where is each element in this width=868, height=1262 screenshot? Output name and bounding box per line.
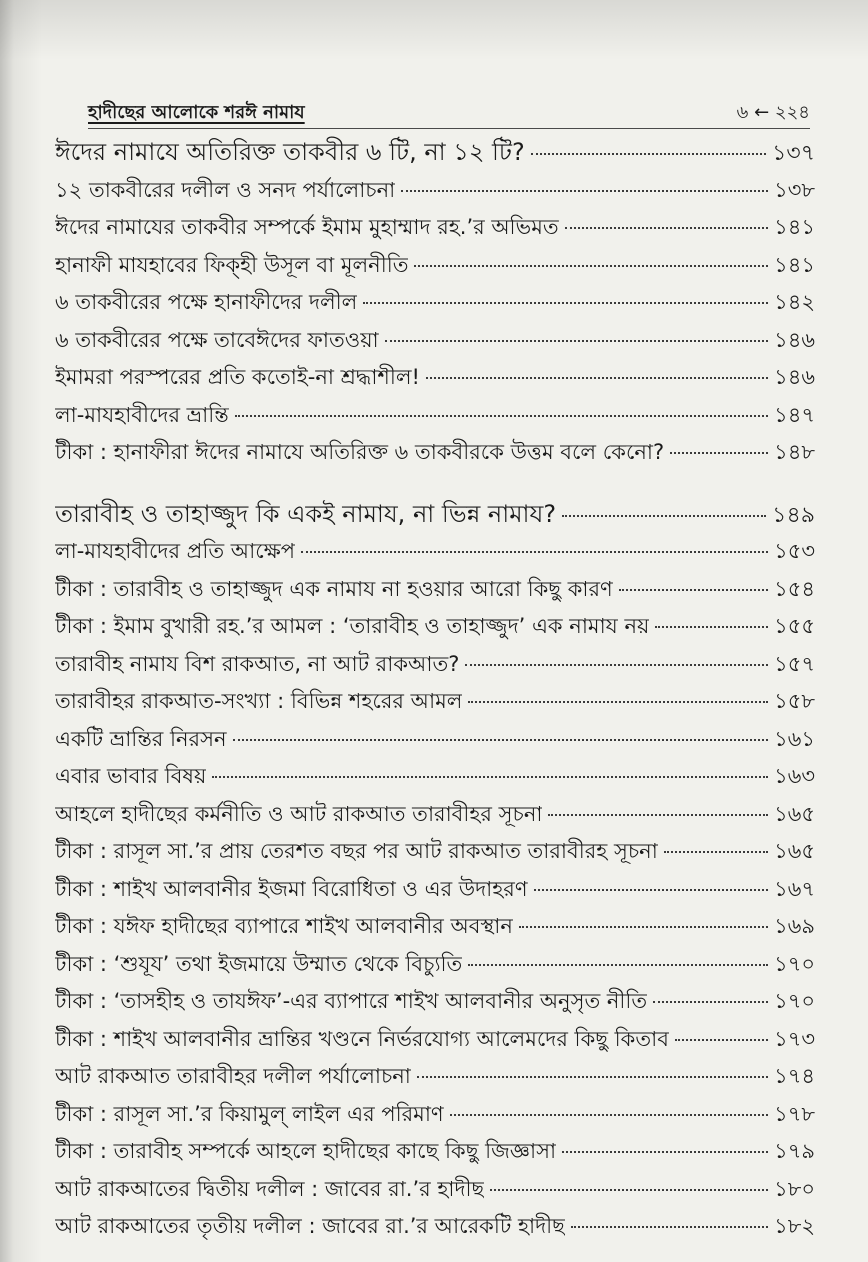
toc-entry <box>55 322 815 360</box>
toc-entry <box>55 434 815 472</box>
toc-entry-page: ১৫৮ <box>774 689 815 713</box>
toc-entry-title: ঈদের নামাযের তাকবীর সম্পর্কে ইমাম মুহাম্মাদ রহ.’র অভিমত <box>55 215 559 239</box>
toc-entry-title: টীকা : রাসূল সা.’র প্রায় তেরশত বছর পর আট রাকআত তারাবীরহ সূচনা <box>55 839 658 863</box>
toc-entry-page: ১৩৭ <box>772 141 815 166</box>
leader-dots <box>534 889 769 891</box>
toc-entry <box>55 758 815 796</box>
toc-entry <box>55 796 815 834</box>
leader-dots <box>664 851 768 853</box>
toc-entry <box>55 721 815 759</box>
toc-entry <box>55 1171 815 1209</box>
toc-entry-page: ১৭৯ <box>774 1139 815 1163</box>
leader-dots <box>426 377 768 379</box>
toc-entry <box>55 1208 815 1246</box>
leader-dots <box>468 701 768 703</box>
toc-entry <box>55 683 815 721</box>
toc-entry-page: ১৮০ <box>774 1176 815 1201</box>
toc-entry-title: টীকা : শাইখ আলবানীর ভ্রান্তির খণ্ডনে নির্ভরযোগ্য আলেমদের কিছু কিতাব <box>55 1026 669 1051</box>
toc-entry-title: টীকা : হানাফীরা ঈদের নামাযে অতিরিক্ত ৬ তাকবীরকে উত্তম বলে কেনো? <box>55 440 665 464</box>
toc-entry <box>55 608 815 646</box>
toc-entry-page: ১৫৭ <box>774 651 815 676</box>
running-title: হাদীছের আলোকে শরঈ নামায <box>88 102 305 123</box>
leader-dots <box>465 664 768 666</box>
toc-entry-page: ১৬১ <box>774 726 815 751</box>
toc-entry <box>55 209 815 247</box>
running-header <box>88 98 810 129</box>
toc-entry-title: লা-মাযহাবীদের ভ্রান্তি <box>55 402 229 427</box>
toc-entry-title: টীকা : ‘শুযূয’ তথা ইজমায়ে উম্মাত থেকে বিচ্যুতি <box>55 951 463 976</box>
toc-entry-page: ১৪৭ <box>774 402 815 427</box>
toc-entry-page: ১৪৬ <box>774 365 815 389</box>
toc-entry-title: তারাবীহর রাকআত-সংখ্যা : বিভিন্ন শহরের আমল <box>55 689 463 713</box>
toc-section-heading <box>55 496 815 534</box>
leader-dots <box>468 964 768 966</box>
toc-entry <box>55 172 815 210</box>
toc-entry-title: ১২ তাকবীরের দলীল ও সনদ পর্যালোচনা <box>55 177 396 202</box>
leader-dots <box>414 265 768 267</box>
toc-entry-page: ১৩৮ <box>774 177 815 202</box>
running-page-ref: ৬ ← ২২৪ <box>736 102 810 123</box>
toc-entry-page: ১৪২ <box>774 290 815 314</box>
toc-entry-page: ১৬৯ <box>774 914 815 938</box>
leader-dots <box>548 814 768 816</box>
leader-dots <box>450 1114 768 1116</box>
leader-dots <box>235 415 768 417</box>
toc-entry-page: ১৫৫ <box>774 614 815 638</box>
toc-entry <box>55 871 815 909</box>
leader-dots <box>363 302 768 304</box>
leader-dots <box>490 1189 768 1191</box>
toc-entry-title: আট রাকআতের তৃতীয় দলীল : জাবের রা.’র আরেকটি হাদীছ <box>55 1214 565 1238</box>
toc-entry-page: ১৭৪ <box>774 1064 815 1088</box>
toc-entry-title: ইমামরা পরস্পরের প্রতি কতোই-না শ্রদ্ধাশীল! <box>55 365 420 389</box>
toc-entry <box>55 946 815 984</box>
toc-entry-title: টীকা : রাসূল সা.’র কিয়ামুল্ লাইল এর পরিমাণ <box>55 1101 444 1126</box>
toc-entry <box>55 1058 815 1096</box>
toc-entry <box>55 833 815 871</box>
leader-dots <box>301 551 768 553</box>
toc-entry-page: ১৭০ <box>774 989 815 1013</box>
toc-entry-title: টীকা : ‘তাসহীহ ও তাযঈফ’-এর ব্যাপারে শাইখ আলবানীর অনুসৃত নীতি <box>55 989 648 1013</box>
toc-entry <box>55 359 815 397</box>
toc-entry-title: টীকা : শাইখ আলবানীর ইজমা বিরোধিতা ও এর উদাহরণ <box>55 876 528 901</box>
leader-dots <box>655 626 768 628</box>
toc-entry <box>55 908 815 946</box>
toc-entry <box>55 1021 815 1059</box>
toc-entry <box>55 983 815 1021</box>
toc-entry-title: তারাবীহ নামায বিশ রাকআত, না আট রাকআত? <box>55 651 460 676</box>
leader-dots <box>385 340 768 342</box>
toc-entry-title: এবার ভাবার বিষয় <box>55 764 207 788</box>
toc-entry-page: ১৪৯ <box>772 502 815 528</box>
toc-entry-title: টীকা : তারাবীহ সম্পর্কে আহলে হাদীছের কাছে কিছু জিজ্ঞাসা <box>55 1139 557 1163</box>
toc-entry-page: ১৮২ <box>774 1214 815 1238</box>
toc-entry-page: ১৭৩ <box>774 1026 815 1051</box>
toc-entry-title: লা-মাযহাবীদের প্রতি আক্ষেপ <box>55 539 295 563</box>
toc-entry <box>55 1096 815 1134</box>
leader-dots <box>519 926 768 928</box>
toc-entry-title: আহলে হাদীছের কর্মনীতি ও আট রাকআত তারাবীহর সূচনা <box>55 801 543 826</box>
toc-entry-page: ১৪১ <box>774 215 815 239</box>
toc-entry-title: টীকা : তারাবীহ ও তাহাজ্জুদ এক নামায না হওয়ার আরো কিছু কারণ <box>55 576 613 601</box>
toc-entry-page: ১৬৫ <box>774 839 815 863</box>
toc-entry-page: ১৪৮ <box>774 440 815 464</box>
toc-entry-title: টীকা : যঈফ হাদীছের ব্যাপারে শাইখ আলবানীর অবস্থান <box>55 914 513 938</box>
toc-entry-page: ১৭৮ <box>774 1101 815 1126</box>
leader-dots <box>565 227 768 229</box>
toc-entry-title: ৬ তাকবীরের পক্ষে তাবেঈদের ফাতওয়া <box>55 327 379 352</box>
toc-entry <box>55 247 815 285</box>
toc-entry-page: ১৭০ <box>774 951 815 976</box>
toc-entry-title: আট রাকআত তারাবীহর দলীল পর্যালোচনা <box>55 1064 411 1088</box>
leader-dots <box>670 452 768 454</box>
leader-dots <box>401 190 768 192</box>
toc-entry <box>55 533 815 571</box>
toc-entry-title: ঈদের নামাযে অতিরিক্ত তাকবীর ৬ টি, না ১২ টি? <box>55 138 525 166</box>
toc-entry-title: ৬ তাকবীরের পক্ষে হানাফীদের দলীল <box>55 290 358 314</box>
leader-dots <box>619 589 768 591</box>
toc-entry-page: ১৬৫ <box>774 801 815 826</box>
leader-dots <box>417 1076 768 1078</box>
toc-entry-page: ১৬৭ <box>774 876 815 901</box>
toc-entry-page: ১৪৬ <box>774 327 815 352</box>
toc-entry-page: ১৫৩ <box>774 539 815 563</box>
table-of-contents <box>55 134 815 1246</box>
toc-entry-page: ১৬৩ <box>774 764 815 788</box>
toc-entry-title: তারাবীহ ও তাহাজ্জুদ কি একই নামায, না ভিন্ন নামায? <box>55 499 557 528</box>
toc-entry-title: হানাফী মাযহাবের ফিক্‌হী উসূল বা মূলনীতি <box>55 252 409 277</box>
toc-entry <box>55 284 815 322</box>
toc-entry-page: ১৫৪ <box>774 576 815 601</box>
leader-dots <box>653 1001 768 1003</box>
leader-dots <box>675 1039 768 1041</box>
toc-entry <box>55 1133 815 1171</box>
toc-entry-title: টীকা : ইমাম বুখারী রহ.’র আমল : ‘তারাবীহ ও তাহাজ্জুদ’ এক নামায নয় <box>55 614 650 638</box>
toc-entry <box>55 397 815 435</box>
toc-entry-title: একটি ভ্রান্তির নিরসন <box>55 726 227 751</box>
toc-entry-page: ১৪১ <box>774 252 815 277</box>
leader-dots <box>571 1226 768 1228</box>
toc-section-heading <box>55 134 815 172</box>
leader-dots <box>562 1151 768 1153</box>
leader-dots <box>531 153 766 155</box>
toc-entry <box>55 646 815 684</box>
leader-dots <box>212 776 768 778</box>
leader-dots <box>562 515 766 517</box>
toc-entry <box>55 571 815 609</box>
toc-entry-title: আট রাকআতের দ্বিতীয় দলীল : জাবের রা.’র হাদীছ <box>55 1176 485 1201</box>
leader-dots <box>233 739 769 741</box>
